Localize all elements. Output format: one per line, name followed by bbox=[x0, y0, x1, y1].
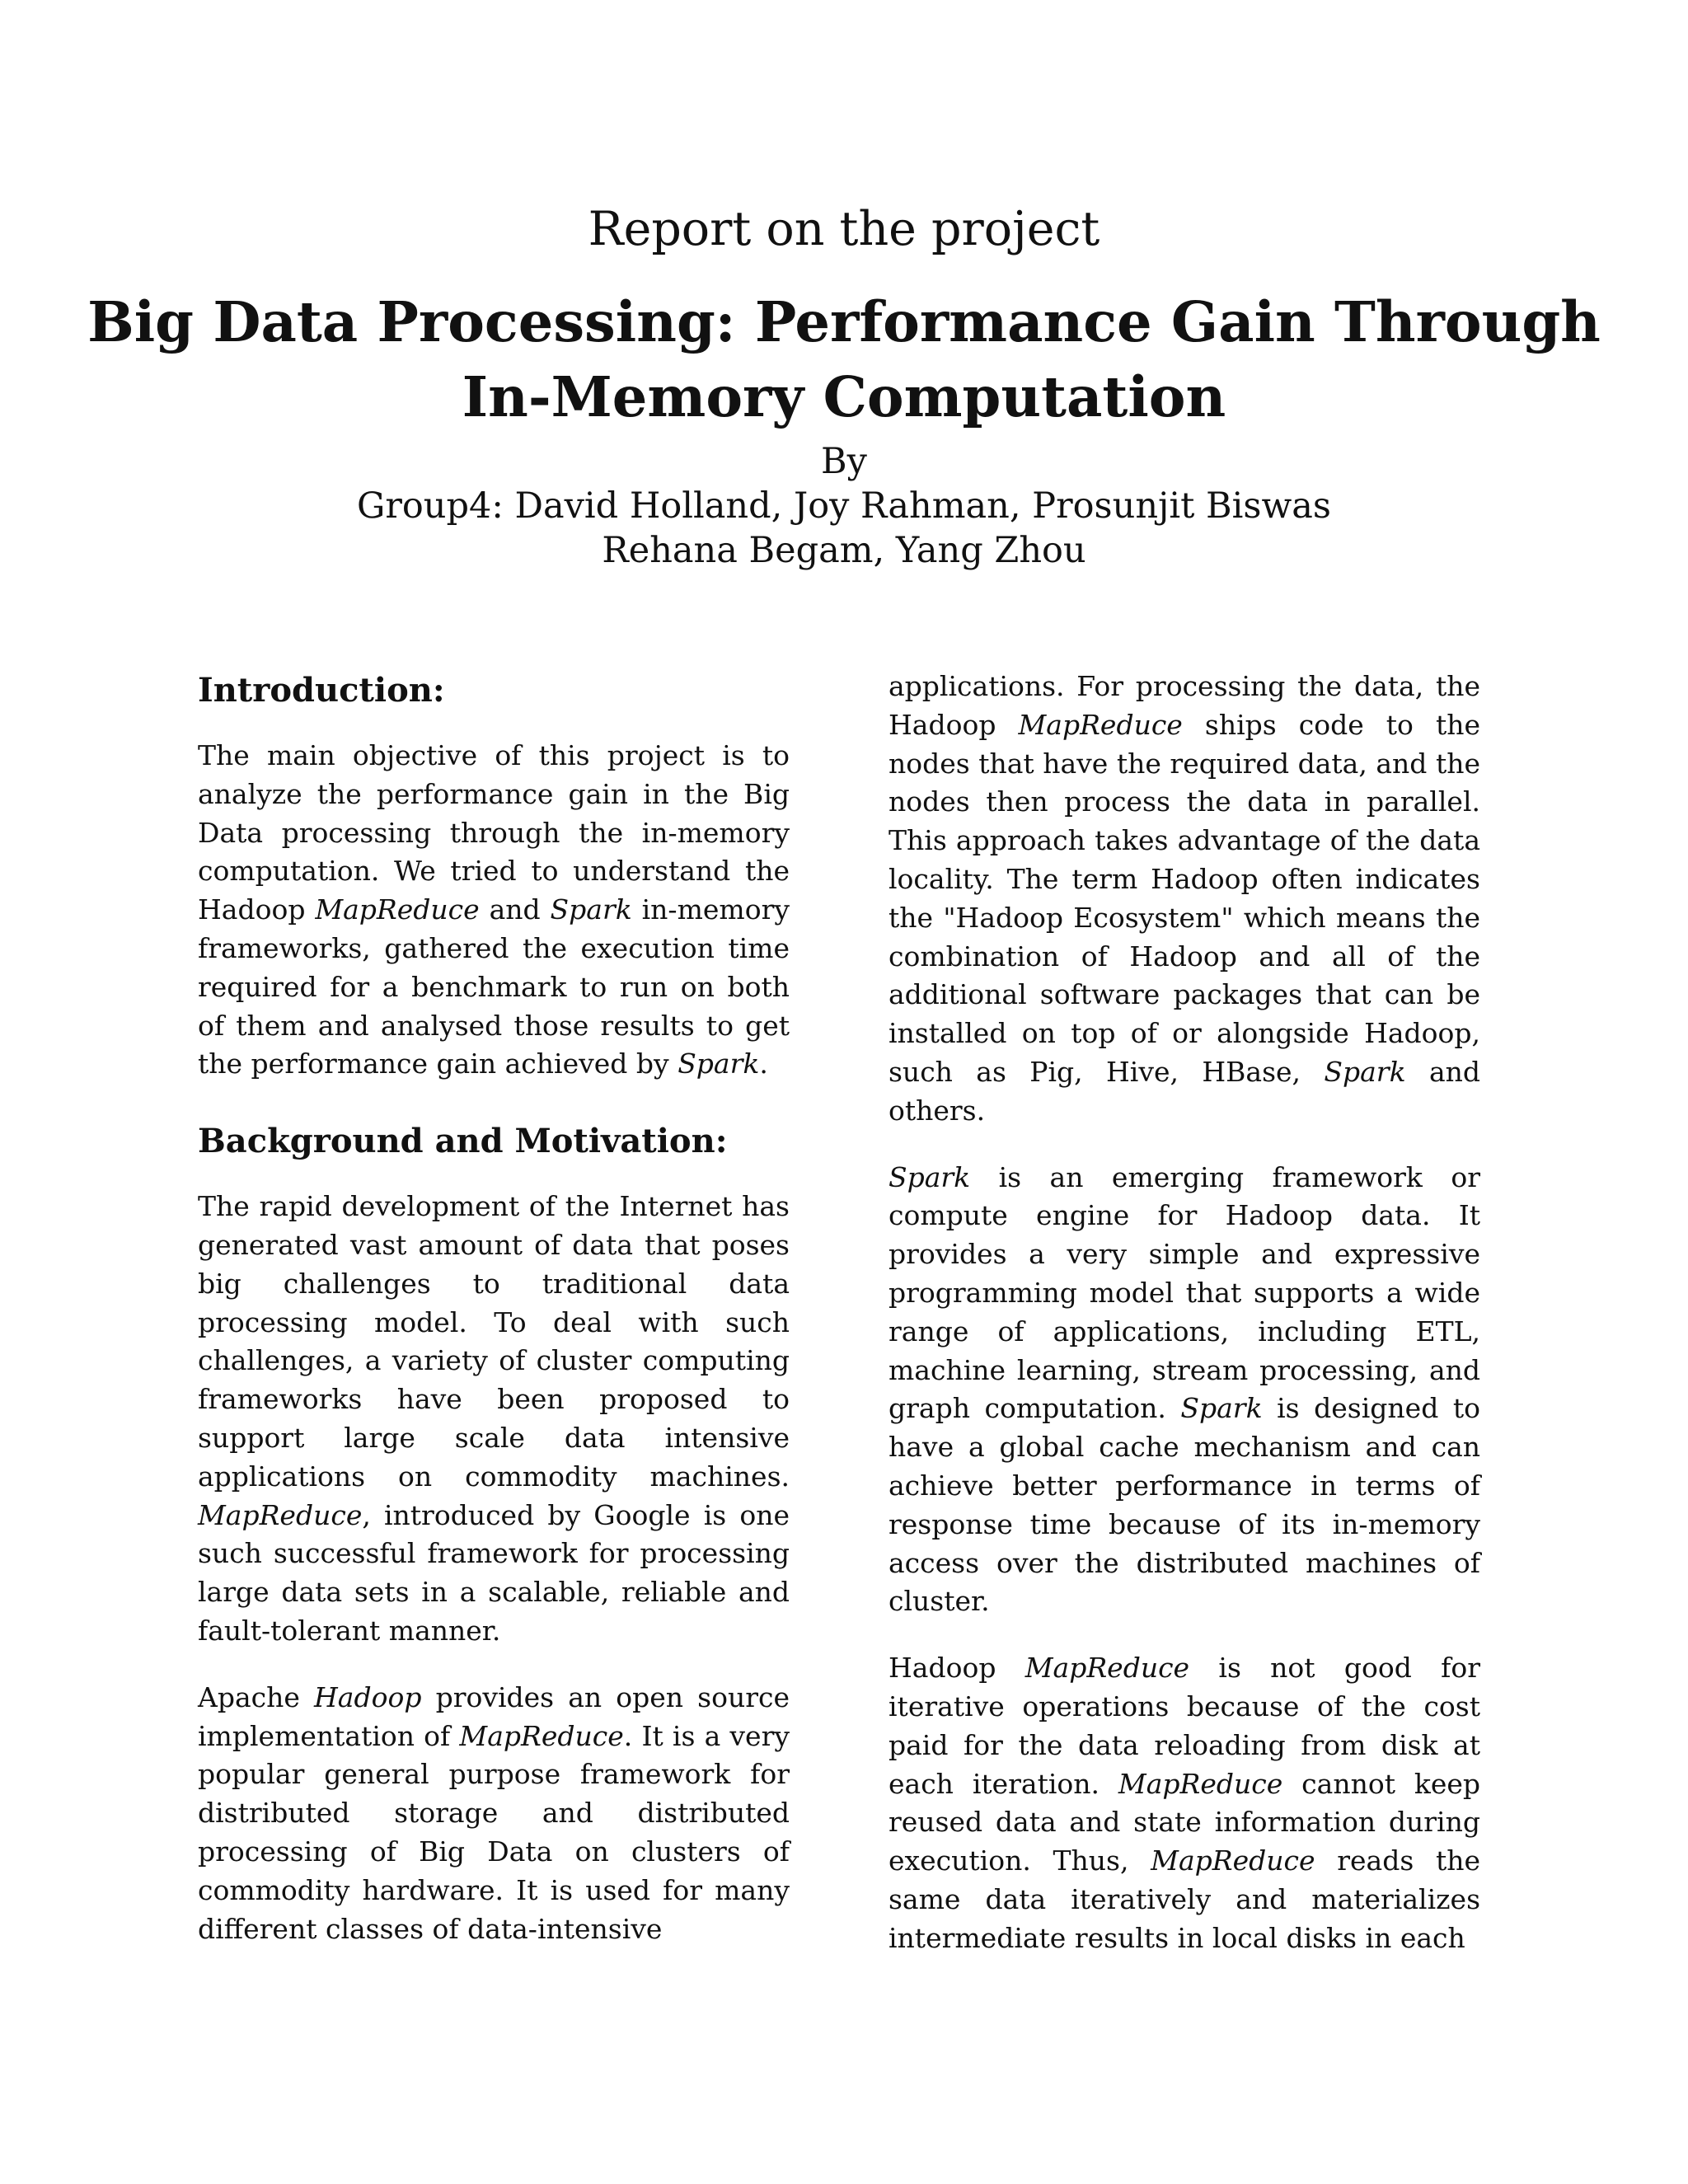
report-label: Report on the project bbox=[588, 202, 1100, 256]
background-paragraph-2-start: Apache Hadoop provides an open source implementation of MapReduce. It is a very popular general purpose framework for distributed storage and distributed processing of Big Data on clusters of commodity hardware. It is used for many different classes of data-intensive bbox=[198, 1680, 790, 1945]
background-paragraph-1: The rapid development of the Internet has generated vast amount of data that poses big challenges to traditional data processing model. To deal with such challenges, a variety of cluster computing frameworks have been proposed to support large scale data intensive applications on commodity machines. MapReduce, introduced by Google is one such successful framework for processing large data sets in a scalable, reliable and fault-tolerant manner. bbox=[198, 1190, 790, 1647]
byline bbox=[0, 439, 1688, 573]
introduction-heading: Introduction: bbox=[198, 671, 445, 710]
by-label: By bbox=[821, 441, 867, 482]
background-heading: Background and Motivation: bbox=[198, 1122, 728, 1161]
background-paragraph-4: Hadoop MapReduce is not good for iterative operations because of the cost paid for the data reloading from disk at each iteration. MapReduce cannot keep reused data and state information during execution. Thus, MapReduce reads the same data iteratively and materializes intermediate results in local disks in each bbox=[889, 1652, 1481, 1954]
title-line-2: In-Memory Computation bbox=[462, 364, 1226, 429]
authors-line-1: Group4: David Holland, Joy Rahman, Prosunjit Biswas bbox=[357, 485, 1331, 527]
title-line-1: Big Data Processing: Performance Gain Through bbox=[87, 289, 1601, 354]
authors-line-2: Rehana Begam, Yang Zhou bbox=[602, 530, 1086, 571]
right-column bbox=[889, 668, 1480, 1986]
background-paragraph-2-continued: applications. For processing the data, the Hadoop MapReduce ships code to the nodes that have the required data, and the nodes then process the data in parallel. This approach takes advantage of the data locality. The term Hadoop often indicates the "Hadoop Ecosystem" which means the combination of Hadoop and all of the additional software packages that can be installed on top of or alongside Hadoop, such as Pig, Hive, HBase, Spark and others. bbox=[889, 670, 1480, 1127]
introduction-paragraph: The main objective of this project is to analyze the performance gain in the Big Data processing through the in-memory computation. We tried to understand the Hadoop MapReduce and Spark in-memory frameworks, gathered the execution time required for a benchmark to run on both of them and analysed those results to get the performance gain achieved by Spark. bbox=[198, 739, 790, 1080]
page-title bbox=[0, 284, 1688, 434]
background-paragraph-3: Spark is an emerging framework or compute engine for Hadoop data. It provides a very simple and expressive programming model that supports a wide range of applications, including ETL, machine learning, stream processing, and graph computation. Spark is designed to have a global cache mechanism and can achieve better performance in terms of response time because of its in-memory access over the distributed machines of cluster. bbox=[889, 1160, 1480, 1618]
left-column bbox=[198, 666, 790, 1976]
